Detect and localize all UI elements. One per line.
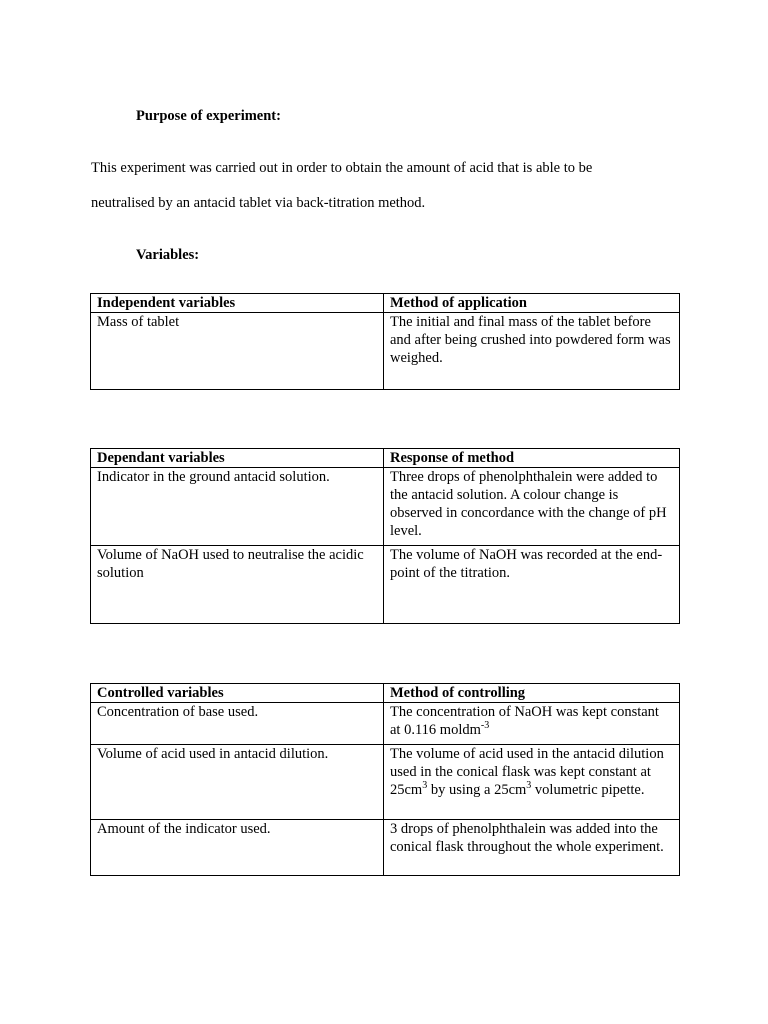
table-cell: Volume of acid used in antacid dilution. — [91, 745, 384, 820]
variables-heading: Variables: — [136, 247, 200, 263]
table-row — [91, 820, 680, 876]
table-row — [91, 703, 680, 745]
table-row — [91, 468, 680, 546]
table-row — [91, 313, 680, 390]
controlled-variables-table — [90, 683, 680, 876]
table-cell: Three drops of phenolphthalein were added to the antacid solution. A colour change is observed in concordance with the change of pH level. — [384, 468, 680, 546]
table-cell: The initial and final mass of the tablet before and after being crushed into powdered form was weighed. — [384, 313, 680, 390]
table-header-row — [91, 449, 680, 468]
column-header: Method of application — [384, 294, 680, 313]
cell-text: by using a 25cm — [427, 782, 527, 798]
column-header: Controlled variables — [91, 684, 384, 703]
cell-text: The concentration of NaOH was kept constant at 0.116 moldm — [390, 704, 659, 738]
purpose-heading: Purpose of experiment: — [136, 108, 281, 124]
table-cell — [384, 745, 680, 820]
superscript: 3 — [526, 780, 532, 792]
purpose-text-line-2: neutralised by an antacid tablet via back-titration method. — [91, 195, 426, 211]
table-cell: Concentration of base used. — [91, 703, 384, 745]
column-header: Independent variables — [91, 294, 384, 313]
table-row — [91, 745, 680, 820]
cell-text: The volume of acid used in the antacid dilution used in the conical flask was kept constant at 25cm — [390, 746, 664, 798]
table-cell: Indicator in the ground antacid solution. — [91, 468, 384, 546]
table-cell: Amount of the indicator used. — [91, 820, 384, 876]
column-header: Method of controlling — [384, 684, 680, 703]
independent-variables-table — [90, 293, 680, 390]
table-cell: The volume of NaOH was recorded at the end-point of the titration. — [384, 546, 680, 624]
column-header: Response of method — [384, 449, 680, 468]
superscript: -3 — [480, 720, 490, 732]
cell-text: volumetric pipette. — [531, 782, 645, 798]
table-header-row — [91, 294, 680, 313]
column-header: Dependant variables — [91, 449, 384, 468]
dependent-variables-table — [90, 448, 680, 624]
purpose-text-line-1: This experiment was carried out in order to obtain the amount of acid that is able to be — [91, 160, 593, 176]
superscript: 3 — [422, 780, 428, 792]
table-cell: Volume of NaOH used to neutralise the acidic solution — [91, 546, 384, 624]
table-cell — [384, 703, 680, 745]
table-row — [91, 546, 680, 624]
table-cell: Mass of tablet — [91, 313, 384, 390]
table-header-row — [91, 684, 680, 703]
table-cell: 3 drops of phenolphthalein was added into the conical flask throughout the whole experiment. — [384, 820, 680, 876]
